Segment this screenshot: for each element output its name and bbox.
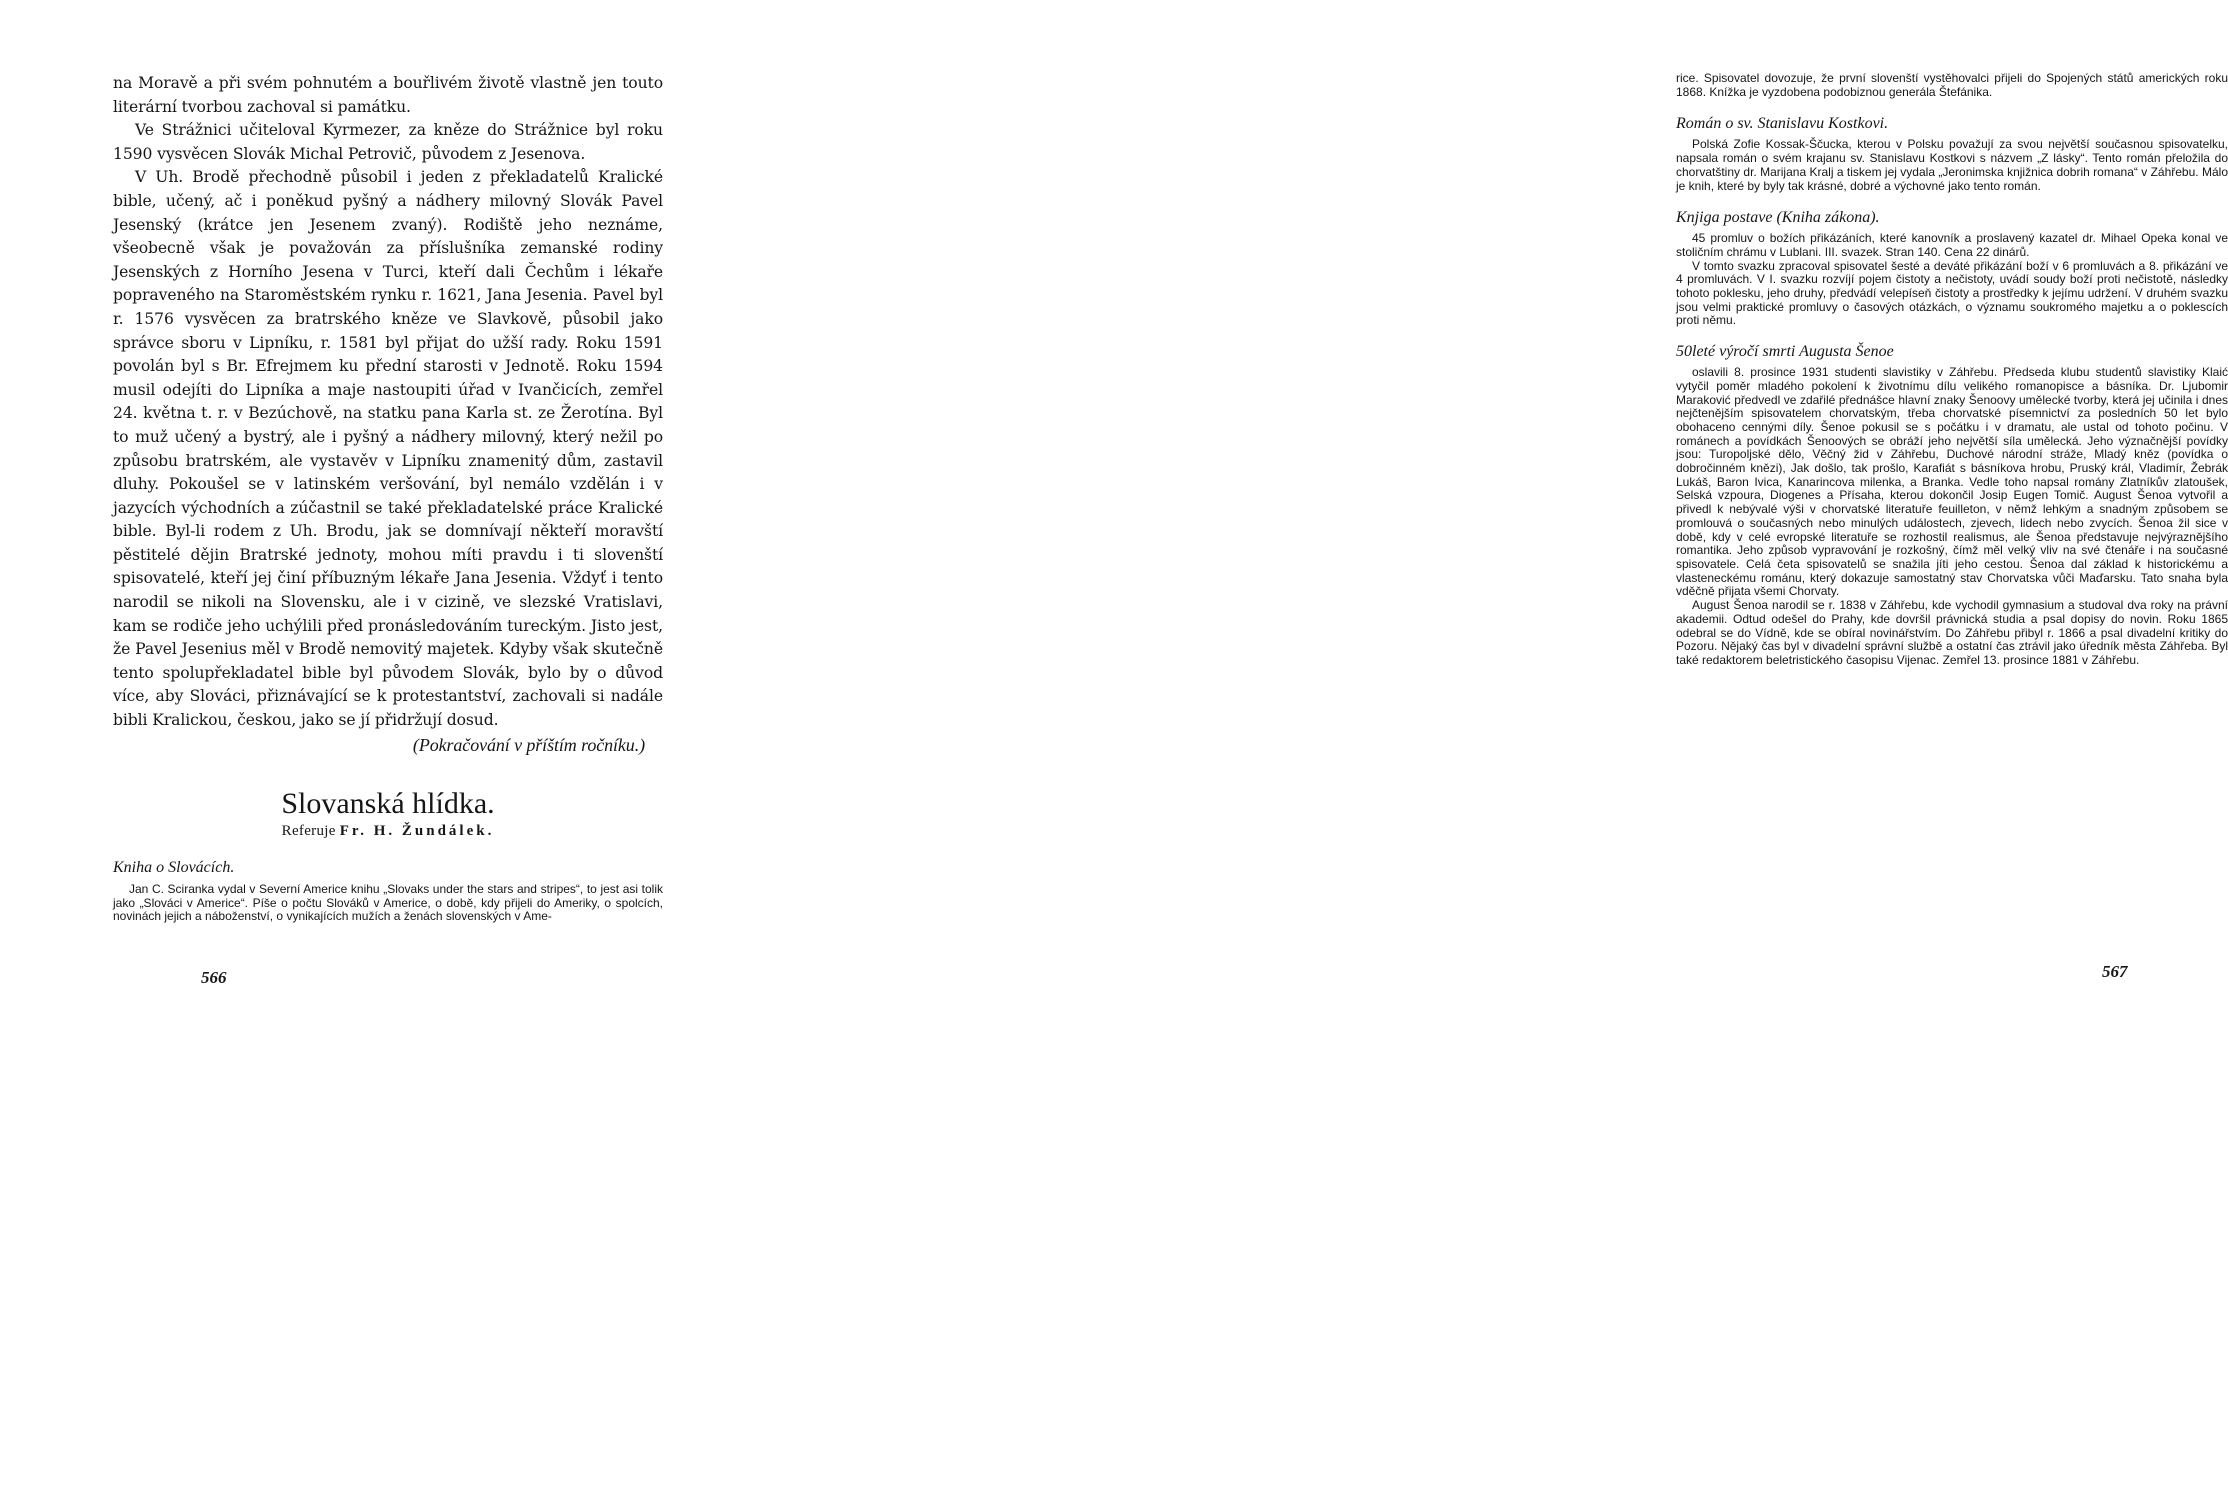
- page-number-left: 566: [201, 968, 227, 987]
- byline-author: Fr. H. Žundálek.: [339, 823, 495, 839]
- page-number-right: 567: [2102, 962, 2128, 981]
- article-kniha-o-slovacich: [113, 858, 663, 924]
- body-paragraph: na Moravě a při svém pohnutém a bouřlivém životě vlastně jen touto literární tvorbou zachoval si památku.: [113, 74, 663, 116]
- right-page: [776, 0, 2228, 1164]
- body-paragraph: V Uh. Brodě přechodně působil i jeden z překladatelů Kralické bible, učený, ač i poněkud pyšný a nádhery milovný Slovák Pavel Jesenský (krátce jen Jesenem zvaný). Rodiště jeho neznáme, všeobecně však je považován za příslušníka zemanské rodiny Jesenských z Horního Jesena v Turci, kteří dali Čechům i lékaře popraveného na Staroměstském rynku r. 1621, Jana Jesenia. Pavel byl r. 1576 vysvěcen za bratrského kněze ve Slavkově, působil jako správce sboru v Lipníku, r. 1581 byl přijat do užší rady. Roku 1591 povolán byl s Br. Efrejmem ku přední starosti v Jednotě. Roku 1594 musil odejíti do Lipníka a maje nastoupiti úřad v Ivančicích, zemřel 24. května t. r. v Bezúchově, na statku pana Karla st. ze Žerotína. Byl to muž učený a bystrý, ale i pyšný a nádhery milovný, který nežil po způsobu bratrském, ale vystavěv v Lipníku znamenitý dům, zastavil dluhy. Pokoušel se v latinském veršování, byl nemálo vzdělán i v jazycích východních a zúčastnil se také překladatelské práce Kralické bible. Byl-li rodem z Uh. Brodu, jak se domnívají někteří moravští pěstitelé dějin Bratrské jednoty, mohou míti pravdu i ti slovenští spisovatelé, kteří jej činí příbuzným lékaře Jana Jesenia. Vždyť i tento narodil se nikoli na Slovensku, ale i v cizině, ve slezské Vratislavi, kam se rodiče jeho uchýlili před pronásledováním tureckým. Jisto jest, že Pavel Jesenius měl v Brodě nemovitý majetek. Kdyby však skutečně tento spolupřekladatel bible byl původem Slovák, bylo by o důvod více, aby Slováci, přiznávající se k protestantství, zachovali si nadále bibli Kralickou, českou, jako se jí přidržují dosud.: [113, 168, 663, 730]
- article-text: Jan C. Sciranka vydal v Severní Americe knihu „Slovaks under the stars and stripes“, to jest asi tolik jako „Slováci v Americe“. Píše o počtu Slováků v Americe, o době, kdy přijeli do Ameriky, o spolcích, novinách jejich a náboženství, o vynikajících mužích a ženách slovenských v Ame-: [113, 882, 663, 924]
- article-senoa: [1676, 342, 2228, 667]
- main-body-text: [113, 72, 663, 757]
- byline: [113, 823, 663, 840]
- article-paragraph: oslavili 8. prosince 1931 studenti slavistiky v Záhřebu. Předseda klubu studentů slavistiky Klaić vytyčil poměr mladého pokolení k životnímu dílu velikého romanopisce a básníka. Dr. Ljubomir Maraković předvedl ve zdařilé přednášce hlavní znaky Šenoovy umělecké tvorby, která jej učinila i dnes nejčtenějším spisovatelem chorvatským, třeba chorvatské písemnictví za posledních 50 let bylo obohaceno cennými díly. Šenoe pokusil se s počátku i v dramatu, ale ustal od tohoto počinu. V románech a povídkách Šenoových se obráží jeho největší síla umělecká. Jeho význačnější povídky jsou: Turopoljské dělo, Věčný žid v Záhřebu, Duchové národní stráže, Mladý kněz (povídka o dobročinném knězi), Jak došlo, tak prošlo, Karafiát s básníkova hrobu, Pruský král, Vladimír, Žebrák Lukáš, Baron Ivica, Kanarincova milenka, a Branka. Vedle toho napsal romány Zlatníkův zlatoušek, Selská vzpoura, Diogenes a Přísaha, kterou dokončil Josip Eugen Tomič. August Šenoa vytvořil a přivedl k nebývalé výši v chorvatské literatuře feuilleton, v němž lehkým a snadným způsobem se promlouvá o současných nebo minulých událostech, zjevech, lidech nebo zvycích. Šenoa žil sice v době, kdy v celé evropské literatuře se rozhostil realismus, ale Šenoa představuje nejvýraznějšího romantika. Jeho způsob vypravování je rozkošný, čímž měl velký vliv na své čtenáře i na současné spisovatele. Celá četa spisovatelů se snažila jíti jeho cestou. Šenoa dal základ k historickému a vlasteneckému románu, který dokazuje samostatný stav Chorvatska vůči Maďarsku. Tato snaha byla vděčně přijata všemi Chorvaty.: [1676, 365, 2228, 599]
- article-heading: Kniha o Slovácích.: [113, 859, 235, 876]
- continuation-note: (Pokračování v příštím ročníku.): [412, 734, 645, 755]
- article-heading: Román o sv. Stanislavu Kostkovi.: [1676, 115, 1889, 133]
- article-paragraph: V tomto svazku zpracoval spisovatel šesté a deváté přikázání boží v 6 promluvách a 8. přikázání ve 4 promluvách. V I. svazku rozvíjí pojem čistoty a nečistoty, uvádí soudy boží proti nečistotě, následky tohoto poklesku, jeho druhy, předvádí velepíseň čistoty a prostředky k jejímu udržení. V druhém svazku jsou velmi praktické promluvy o časových otázkách, o významu soukromého majetku a o poklescích proti němu.: [1676, 258, 2228, 328]
- left-page: [0, 0, 776, 1164]
- section-title: Slovanská hlídka.: [281, 787, 495, 820]
- article-paragraph: Polská Zofie Kossak-Ščucka, kterou v Polsku považují za svou největší současnou spisovatelku, napsala román o svém krajanu sv. Stanislavu Kostkovi s názvem „Z lásky“. Tento román přeložila do chorvatštiny dr. Marijana Kralj a tiskem jej vydala „Jeronimska knjižnica dobrih romana“ v Záhřebu. Málo je knih, které by byly tak krásné, dobré a výchovné jako tento román.: [1676, 137, 2228, 193]
- article-knjiga-postave: [1676, 208, 2228, 328]
- intro-continued-text: rice. Spisovatel dovozuje, že první slovenští vystěhovalci přijeli do Spojených států amerických roku 1868. Knížka je vyzdobena podobiznou generála Štefánika.: [1676, 71, 2228, 99]
- article-roman-kostka: [1676, 114, 2228, 193]
- article-paragraph: 45 promluv o božích přikázáních, které kanovník a proslavený kazatel dr. Mihael Opeka konal ve stoličním chrámu v Lublani. III. svazek. Stran 140. Cena 22 dinárů.: [1676, 231, 2228, 259]
- article-heading: Knjiga postave (Kniha zákona).: [1676, 209, 1880, 227]
- byline-prefix: Referuje: [281, 823, 336, 839]
- article-heading: 50leté výročí smrti Augusta Šenoe: [1676, 343, 1894, 361]
- article-paragraph: August Šenoa narodil se r. 1838 v Záhřebu, kde vychodil gymnasium a studoval dva roky na právní akademii. Odtud odešel do Prahy, kde dovršil právnická studia a psal dopisy do novin. Roku 1865 odebral se do Vídně, kde se obíral novinářstvím. Do Záhřebu přibyl r. 1866 a psal divadelní kritiky do Pozoru. Nějaký čas byl v divadelní správní službě a ostatní čas ztrávil jako úředník města Záhřeba. Byl také redaktorem beletristického časopisu Vijenac. Zemřel 13. prosince 1881 v Záhřebu.: [1676, 598, 2228, 667]
- body-paragraph: Ve Strážnici učiteloval Kyrmezer, za kněze do Strážnice byl roku 1590 vysvěcen Slovák Michal Petrovič, původem z Jesenova.: [113, 121, 663, 163]
- right-column: [1676, 72, 2228, 668]
